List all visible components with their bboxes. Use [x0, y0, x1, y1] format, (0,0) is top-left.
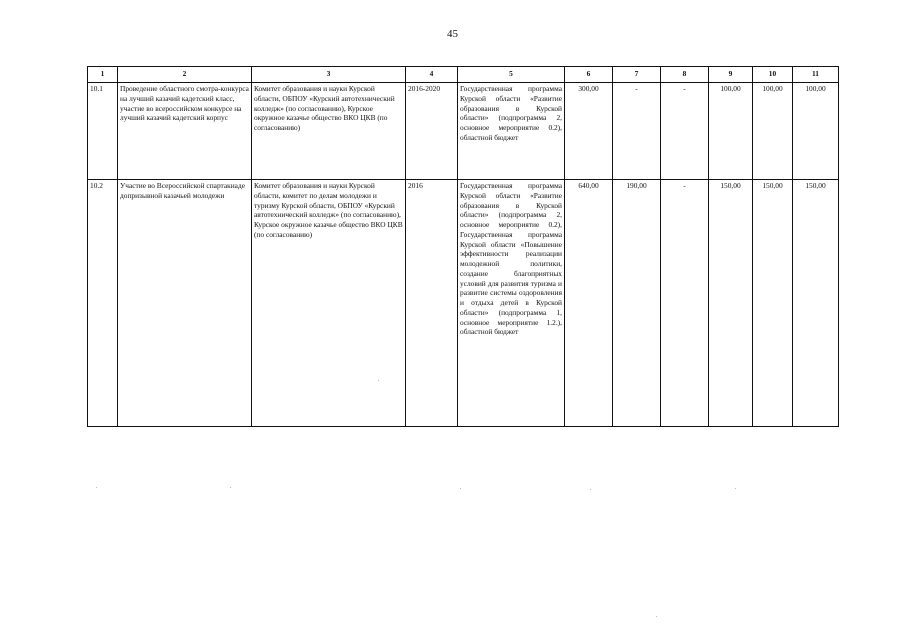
col-header: 1: [88, 67, 118, 83]
executor: Комитет образования и науки Курской области, ОБПОУ «Курский автотехнический колледж» (по согласованию), Курское окружное казачье общество ВКО ЦКВ (по согласованию): [252, 83, 406, 180]
measures-table: [87, 66, 839, 427]
value-2020: 100,00: [793, 83, 839, 180]
page-number: 45: [447, 28, 458, 40]
value-2016: 190,00: [613, 180, 661, 427]
col-header: 4: [406, 67, 458, 83]
row-id: 10.1: [88, 83, 118, 180]
value-2019: 100,00: [753, 83, 793, 180]
scan-speck: [656, 616, 657, 617]
col-header: 7: [613, 67, 661, 83]
scan-speck: [460, 488, 461, 489]
period: 2016-2020: [406, 83, 458, 180]
table-row: [88, 83, 839, 180]
header-row: [88, 67, 839, 83]
col-header: 10: [753, 67, 793, 83]
value-2017: -: [661, 180, 709, 427]
measure-name: Проведение областного смотра-конкурса на лучший казачий кадетский класс, участие во всероссийском конкурсе на лучший казачий кадетский корпус: [118, 83, 252, 180]
scan-speck: [378, 380, 379, 381]
col-header: 8: [661, 67, 709, 83]
col-header: 2: [118, 67, 252, 83]
scan-speck: [735, 488, 736, 489]
col-header: 11: [793, 67, 839, 83]
scan-speck: [590, 489, 591, 490]
col-header: 9: [709, 67, 753, 83]
row-id: 10.2: [88, 180, 118, 427]
scan-speck: [230, 487, 231, 488]
table-row: [88, 180, 839, 427]
value-2017: -: [661, 83, 709, 180]
value-2016: -: [613, 83, 661, 180]
value-2020: 150,00: [793, 180, 839, 427]
measure-name: Участие во Всероссийской спартакиаде допризывной казачьей молодежи: [118, 180, 252, 427]
total-value: 640,00: [565, 180, 613, 427]
period: 2016: [406, 180, 458, 427]
total-value: 300,00: [565, 83, 613, 180]
col-header: 3: [252, 67, 406, 83]
executor: Комитет образования и науки Курской области, комитет по делам молодежи и туризму Курской области, ОБПОУ «Курский автотехнический колледж» (по согласованию), Курское окружное казачье общество ВКО ЦКВ (по согласованию): [252, 180, 406, 427]
value-2019: 150,00: [753, 180, 793, 427]
value-2018: 150,00: [709, 180, 753, 427]
funding-source: Государственная программа Курской области «Развитие образования в Курской области» (подпрограмма 2, основное мероприятие 0.2), областной бюджет: [458, 83, 565, 180]
col-header: 5: [458, 67, 565, 83]
scan-speck: [96, 487, 97, 488]
funding-source: Государственная программа Курской области «Развитие образования в Курской области» (подпрограмма 2, основное мероприятие 0.2), Государственная программа Курской области «Повышение эффективности реализации молодежной политики, создание благоприятных условий для развития туризма и развитие системы оздоровления и отдыха детей в Курской области» (подпрограмма 1, основное мероприятие 1.2.), областной бюджет: [458, 180, 565, 427]
col-header: 6: [565, 67, 613, 83]
value-2018: 100,00: [709, 83, 753, 180]
